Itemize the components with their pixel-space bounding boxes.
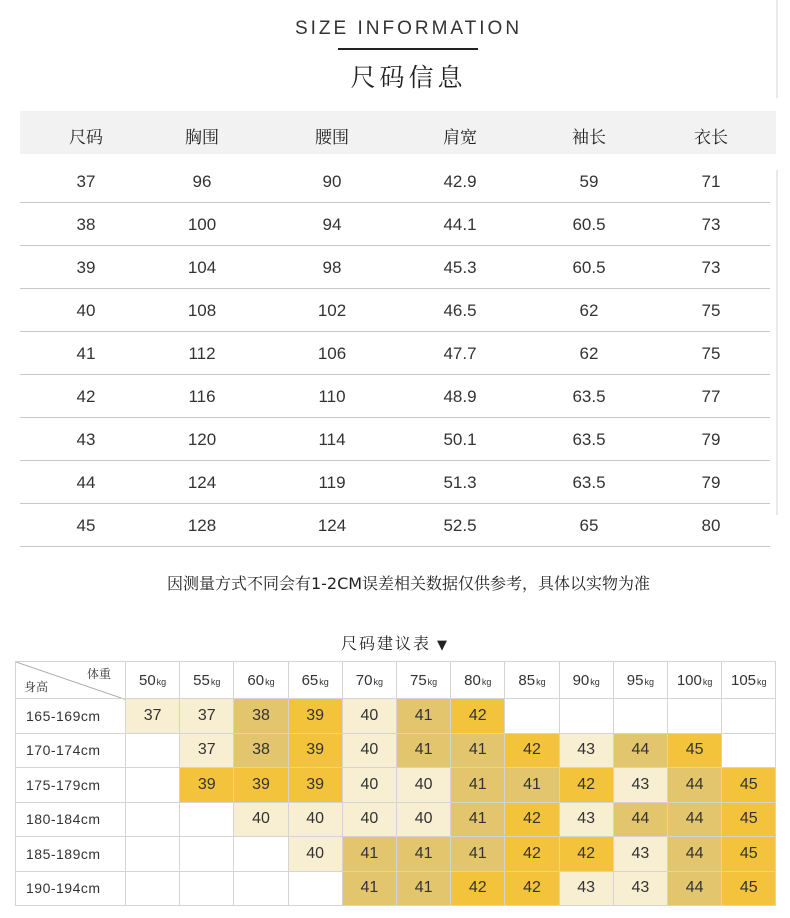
table-cell: 73 <box>701 258 721 277</box>
recommended-size-cell: 41 <box>450 802 505 838</box>
table-cell: 39 <box>76 258 96 277</box>
recommended-size-cell: 37 <box>125 698 180 734</box>
weight-unit: kg <box>644 677 654 687</box>
recommended-size-cell: 43 <box>559 733 614 769</box>
recommended-size-cell: 40 <box>342 767 397 803</box>
recommended-size-cell: 40 <box>342 733 397 769</box>
weight-header <box>613 661 668 699</box>
weight-unit: kg <box>265 677 275 687</box>
weight-value: 70 <box>355 671 373 689</box>
weight-unit: kg <box>702 677 713 687</box>
measurement-note: 因测量方式不同会有1-2CM误差相关数据仅供参考，具体以实物为准 <box>166 574 651 593</box>
table-cell: 77 <box>701 387 721 406</box>
recommended-size-cell: 42 <box>504 871 559 907</box>
empty-cell <box>125 802 180 838</box>
recommended-size-cell: 41 <box>396 871 451 907</box>
grid-corner-header <box>15 661 126 699</box>
height-header: 165-169cm <box>15 698 126 734</box>
recommended-size-cell: 37 <box>179 733 234 769</box>
recommended-size-cell: 39 <box>233 767 288 803</box>
table-cell: 44 <box>76 473 96 492</box>
table-cell: 65 <box>579 516 599 535</box>
empty-cell <box>721 733 776 769</box>
table-cell: 80 <box>701 516 721 535</box>
height-header: 175-179cm <box>15 767 126 803</box>
recommended-size-cell: 40 <box>288 836 343 872</box>
table-cell: 120 <box>187 430 217 449</box>
table-cell: 62 <box>579 344 599 363</box>
recommended-size-cell: 37 <box>179 698 234 734</box>
table-cell: 37 <box>76 172 96 191</box>
recommended-size-cell: 42 <box>559 836 614 872</box>
title-english: SIZE INFORMATION <box>294 18 523 39</box>
size-table-header <box>20 111 776 154</box>
table-cell: 79 <box>701 473 721 492</box>
table-row <box>20 160 770 203</box>
weight-header <box>179 661 234 699</box>
recommended-size-cell: 41 <box>396 698 451 734</box>
table-cell: 62 <box>579 301 599 320</box>
empty-cell <box>288 871 343 907</box>
recommended-size-cell: 45 <box>721 767 776 803</box>
recommended-size-cell: 42 <box>450 698 505 734</box>
recommended-size-cell: 44 <box>667 836 722 872</box>
table-row <box>20 289 770 332</box>
recommended-size-cell: 42 <box>450 871 505 907</box>
table-cell: 73 <box>701 215 721 234</box>
recommended-size-cell: 44 <box>667 871 722 907</box>
weight-unit: kg <box>590 677 600 687</box>
recommended-size-cell: 40 <box>288 802 343 838</box>
recommended-size-cell: 38 <box>233 698 288 734</box>
weight-value: 85 <box>518 671 536 689</box>
weight-unit: kg <box>427 677 438 687</box>
weight-unit: kg <box>481 677 492 687</box>
weight-unit: kg <box>319 677 329 687</box>
empty-cell <box>233 871 288 907</box>
title-chinese: 尺码信息 <box>350 63 467 92</box>
table-cell: 114 <box>318 430 346 449</box>
recommended-size-cell: 45 <box>667 733 722 769</box>
recommended-size-cell: 42 <box>504 733 559 769</box>
table-cell: 50.1 <box>443 430 477 449</box>
recommended-size-cell: 41 <box>504 767 559 803</box>
weight-value: 55 <box>193 671 210 689</box>
table-cell: 59 <box>579 172 599 191</box>
table-cell: 46.5 <box>443 301 477 320</box>
table-row <box>20 246 770 289</box>
recommended-size-cell: 45 <box>721 871 776 907</box>
triangle-down-icon: ▼ <box>437 638 449 653</box>
recommended-size-cell: 39 <box>288 767 343 803</box>
table-row <box>20 332 770 375</box>
table-cell: 40 <box>76 301 96 320</box>
recommended-size-cell: 43 <box>613 767 668 803</box>
table-cell: 94 <box>322 215 342 234</box>
recommended-size-cell: 43 <box>559 802 614 838</box>
weight-header <box>559 661 614 699</box>
table-cell: 60.5 <box>572 215 606 234</box>
empty-cell <box>125 836 180 872</box>
weight-header <box>233 661 288 699</box>
decorative-line <box>776 0 778 98</box>
table-cell: 71 <box>701 172 721 191</box>
recommended-size-cell: 40 <box>342 698 397 734</box>
table-cell: 124 <box>317 516 347 535</box>
recommended-size-cell: 43 <box>559 871 614 907</box>
recommended-size-cell: 39 <box>179 767 234 803</box>
table-cell: 90 <box>322 172 342 191</box>
empty-cell <box>179 871 234 907</box>
recommended-size-cell: 38 <box>233 733 288 769</box>
weight-value: 100 <box>676 671 702 689</box>
weight-unit: kg <box>210 677 221 687</box>
weight-header <box>396 661 451 699</box>
empty-cell <box>721 698 776 734</box>
table-cell: 44.1 <box>443 215 477 234</box>
recommended-size-cell: 39 <box>288 733 343 769</box>
recommended-size-cell: 42 <box>504 836 559 872</box>
title-divider <box>338 48 478 50</box>
table-cell: 43 <box>76 430 96 449</box>
weight-value: 60 <box>247 671 265 689</box>
weight-unit: kg <box>536 677 546 687</box>
empty-cell <box>504 698 559 734</box>
table-cell: 75 <box>701 344 721 363</box>
table-row <box>20 418 770 461</box>
table-cell: 110 <box>318 387 346 406</box>
weight-value: 50 <box>138 671 156 689</box>
table-cell: 42.9 <box>443 172 477 191</box>
empty-cell <box>125 733 180 769</box>
table-cell: 100 <box>187 215 217 234</box>
recommended-size-cell: 39 <box>288 698 343 734</box>
empty-cell <box>125 767 180 803</box>
table-row <box>20 504 770 547</box>
table-cell: 102 <box>317 301 347 320</box>
table-cell: 75 <box>701 301 721 320</box>
recommended-size-cell: 40 <box>233 802 288 838</box>
column-header: 衣长 <box>694 128 728 148</box>
table-cell: 51.3 <box>443 473 477 492</box>
recommendation-title-text: 尺码建议表 <box>340 634 431 653</box>
weight-header <box>667 661 722 699</box>
table-row <box>20 375 770 418</box>
recommended-size-cell: 41 <box>450 733 505 769</box>
recommended-size-cell: 40 <box>396 802 451 838</box>
table-cell: 128 <box>187 516 217 535</box>
weight-unit: kg <box>373 677 383 687</box>
table-cell: 116 <box>188 387 216 406</box>
recommended-size-cell: 41 <box>342 871 397 907</box>
recommended-size-cell: 41 <box>342 836 397 872</box>
table-cell: 47.7 <box>443 344 477 363</box>
column-header: 肩宽 <box>443 128 477 148</box>
decorative-line <box>776 170 778 515</box>
recommended-size-cell: 45 <box>721 836 776 872</box>
column-header: 尺码 <box>69 128 103 148</box>
recommended-size-cell: 45 <box>721 802 776 838</box>
weight-header <box>342 661 397 699</box>
empty-cell <box>613 698 668 734</box>
empty-cell <box>125 871 180 907</box>
table-cell: 98 <box>322 258 342 277</box>
weight-axis-label: 体重 <box>86 667 111 681</box>
height-header: 190-194cm <box>15 871 126 907</box>
weight-header <box>721 661 776 699</box>
empty-cell <box>233 836 288 872</box>
table-cell: 52.5 <box>443 516 477 535</box>
weight-value: 75 <box>409 671 427 689</box>
height-header: 170-174cm <box>15 733 126 769</box>
table-cell: 41 <box>76 344 96 363</box>
height-header: 185-189cm <box>15 836 126 872</box>
recommended-size-cell: 44 <box>667 767 722 803</box>
table-cell: 63.5 <box>572 473 606 492</box>
weight-value: 95 <box>626 671 644 689</box>
table-cell: 42 <box>76 387 96 406</box>
column-header: 袖长 <box>572 128 606 148</box>
recommended-size-cell: 40 <box>342 802 397 838</box>
recommended-size-cell: 41 <box>450 767 505 803</box>
weight-value: 80 <box>464 671 481 689</box>
weight-header <box>125 661 180 699</box>
recommended-size-cell: 43 <box>613 871 668 907</box>
table-cell: 104 <box>187 258 217 277</box>
weight-value: 105 <box>731 671 757 689</box>
table-cell: 96 <box>192 172 212 191</box>
height-header: 180-184cm <box>15 802 126 838</box>
recommended-size-cell: 41 <box>450 836 505 872</box>
table-cell: 38 <box>76 215 96 234</box>
empty-cell <box>559 698 614 734</box>
height-axis-label: 身高 <box>24 680 49 694</box>
table-cell: 60.5 <box>572 258 606 277</box>
empty-cell <box>667 698 722 734</box>
table-row <box>20 461 770 504</box>
table-cell: 45 <box>76 516 96 535</box>
column-header: 腰围 <box>315 128 349 148</box>
weight-header <box>450 661 505 699</box>
recommended-size-cell: 42 <box>559 767 614 803</box>
weight-value: 65 <box>301 671 319 689</box>
table-row <box>20 203 770 246</box>
empty-cell <box>179 802 234 838</box>
table-cell: 112 <box>188 344 216 363</box>
recommended-size-cell: 44 <box>613 802 668 838</box>
weight-unit: kg <box>757 677 767 687</box>
recommended-size-cell: 42 <box>504 802 559 838</box>
table-cell: 108 <box>187 301 217 320</box>
weight-unit: kg <box>156 677 167 687</box>
empty-cell <box>179 836 234 872</box>
weight-header <box>504 661 559 699</box>
column-header: 胸围 <box>185 128 219 148</box>
table-cell: 63.5 <box>572 430 606 449</box>
table-cell: 63.5 <box>572 387 606 406</box>
recommended-size-cell: 40 <box>396 767 451 803</box>
table-cell: 48.9 <box>443 387 477 406</box>
recommended-size-cell: 41 <box>396 836 451 872</box>
weight-header <box>288 661 343 699</box>
weight-value: 90 <box>572 671 590 689</box>
table-cell: 79 <box>701 430 721 449</box>
recommended-size-cell: 41 <box>396 733 451 769</box>
recommended-size-cell: 44 <box>667 802 722 838</box>
recommendation-title <box>0 631 790 654</box>
table-cell: 106 <box>317 344 347 363</box>
recommended-size-cell: 44 <box>613 733 668 769</box>
table-cell: 119 <box>318 473 346 492</box>
recommended-size-cell: 43 <box>613 836 668 872</box>
table-cell: 124 <box>187 473 217 492</box>
table-cell: 45.3 <box>443 258 477 277</box>
